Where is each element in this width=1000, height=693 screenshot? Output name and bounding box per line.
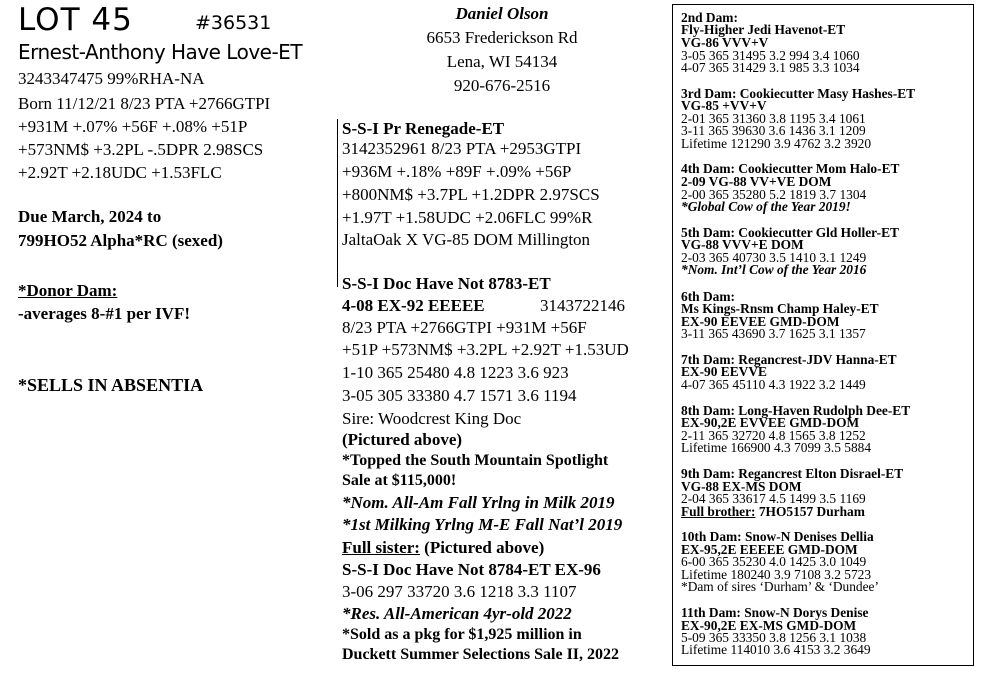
dam-pictured-note: (Pictured above) (342, 430, 463, 449)
sire-line-4: +1.97T +1.58UDC +2.06FLC 99%R (342, 208, 593, 227)
consignor-street: 6653 Frederickson Rd (426, 28, 578, 47)
pedigree-line: EX-95,2E EEEEE GMD-DOM (681, 542, 858, 557)
dam-line-3: 1-10 365 25480 4.8 1223 3.6 923 (342, 363, 569, 382)
pedigree-line: VG-85 +VV+V (681, 98, 767, 113)
sire-name: S-S-I Pr Renegade-ET (342, 119, 505, 138)
pedigree-line: Lifetime 166900 4.3 7099 3.5 5884 (681, 440, 872, 455)
pedigree-line: Ms Kings-Rnsm Champ Haley-ET (681, 301, 879, 316)
pedigree-line: 2nd Dam: (681, 10, 738, 25)
sire-line-2: +936M +.18% +89F +.09% +56P (342, 162, 572, 181)
pedigree-line-label: Full brother: (681, 504, 756, 519)
pedigree-line: 2-04 365 33617 4.5 1499 3.5 1169 (681, 491, 866, 506)
dam-honor-2: *1st Milking Yrlng M-E Fall Nat’l 2019 (342, 515, 623, 534)
pedigree-line: Lifetime 180240 3.9 7108 3.2 5723 (681, 567, 872, 582)
full-sister-record: 3-06 297 33720 3.6 1218 3.3 1107 (342, 582, 577, 601)
cow-genomics-2: +573NM$ +3.2PL -.5DPR 2.98SCS (18, 140, 264, 159)
cow-name: Ernest-Anthony Have Love-ET (18, 40, 303, 64)
pedigree-line: 2-11 365 32720 4.8 1565 3.8 1252 (681, 428, 866, 443)
lot-title: LOT 45 (18, 2, 133, 38)
pedigree-line: 7th Dam: Regancrest-JDV Hanna-ET (681, 352, 897, 367)
dam-classification: 4-08 EX-92 EEEEE (342, 296, 485, 315)
due-service-sire: 799HO52 Alpha*RC (sexed) (18, 231, 223, 250)
consignor-city: Lena, WI 54134 (446, 52, 558, 71)
pedigree-line: VG-88 EX-MS DOM (681, 479, 802, 494)
dam-name: S-S-I Doc Have Not 8783-ET (342, 274, 551, 293)
donor-dam-note: -averages 8-#1 per IVF! (18, 304, 191, 323)
cow-genomics-3: +2.92T +2.18UDC +1.53FLC (18, 163, 222, 182)
pedigree-line: *Global Cow of the Year 2019! (681, 199, 851, 214)
pedigree-line: Fly-Higher Jedi Havenot-ET (681, 22, 846, 37)
pedigree-line: 2-00 365 35280 5.2 1819 3.7 1304 (681, 187, 867, 202)
dam-topped-line-1: *Topped the South Mountain Spotlight (342, 452, 609, 469)
sire-line-3: +800NM$ +3.7PL +1.2DPR 2.97SCS (342, 185, 600, 204)
full-sister-name: S-S-I Doc Have Not 8784-ET EX-96 (342, 560, 601, 579)
pedigree-line: 6-00 365 35230 4.0 1425 3.0 1049 (681, 554, 867, 569)
pedigree-line: EX-90 EEVEE GMD-DOM (681, 314, 840, 329)
pedigree-line: Full brother: 7HO5157 Durham (681, 504, 865, 519)
pedigree-line: VG-86 VVV+V (681, 35, 769, 50)
full-sister-label: Full sister: (342, 538, 420, 557)
dam-honor-1: *Nom. All-Am Fall Yrlng in Milk 2019 (342, 493, 615, 512)
sire-line-1: 3142352961 8/23 PTA +2953GTPI (342, 139, 582, 158)
dam-line-2: +51P +573NM$ +3.2PL +2.92T +1.53UD (342, 340, 629, 359)
pedigree-line: 3-05 365 31495 3.2 994 3.4 1060 (681, 48, 860, 63)
sells-in-absentia: *SELLS IN ABSENTIA (18, 375, 204, 395)
pedigree-line: 4th Dam: Cookiecutter Mom Halo-ET (681, 161, 900, 176)
pedigree-line: 8th Dam: Long-Haven Rudolph Dee-ET (681, 403, 911, 418)
cow-registration: 3243347475 99%RHA-NA (18, 69, 205, 88)
pedigree-line: *Dam of sires ‘Durham’ & ‘Dundee’ (681, 579, 879, 594)
pedigree-line: 5-09 365 33350 3.8 1256 3.1 1038 (681, 630, 867, 645)
pedigree-line: 2-03 365 40730 3.5 1410 3.1 1249 (681, 250, 867, 265)
lot-number: #36531 (195, 12, 272, 34)
pedigree-line: *Nom. Int’l Cow of the Year 2016 (681, 262, 867, 277)
pedigree-line: 9th Dam: Regancrest Elton Disrael-ET (681, 466, 904, 481)
sold-line-1: *Sold as a pkg for $1,925 million in (342, 626, 582, 643)
full-sister-heading (342, 538, 544, 558)
pedigree-line: 2-09 VG-88 VV+VE DOM (681, 174, 832, 189)
pedigree-line: 2-01 365 31360 3.8 1195 3.4 1061 (681, 111, 866, 126)
dam-line-4: 3-05 305 33380 4.7 1571 3.6 1194 (342, 386, 577, 405)
full-sister-honor: *Res. All-American 4yr-old 2022 (342, 604, 572, 623)
pedigree-line: EX-90,2E EX-MS GMD-DOM (681, 618, 857, 633)
sire-line-5: JaltaOak X VG-85 DOM Millington (342, 230, 591, 249)
pedigree-line: 4-07 365 31429 3.1 985 3.3 1034 (681, 60, 860, 75)
cow-genomics-1: +931M +.07% +56F +.08% +51P (18, 117, 248, 136)
pedigree-line: 3-11 365 39630 3.6 1436 3.1 1209 (681, 123, 866, 138)
dam-topped-line-2: Sale at $115,000! (342, 472, 457, 489)
pedigree-line: 10th Dam: Snow-N Denises Dellia (681, 529, 874, 544)
pedigree-line: EX-90 EEVVE (681, 364, 767, 379)
donor-dam-heading: *Donor Dam: (18, 281, 118, 300)
pedigree-line: 5th Dam: Cookiecutter Gld Holler-ET (681, 225, 899, 240)
pedigree-line: EX-90,2E EVVEE GMD-DOM (681, 415, 860, 430)
consignor-phone: 920-676-2516 (453, 76, 551, 95)
pedigree-line: 3rd Dam: Cookiecutter Masy Hashes-ET (681, 86, 916, 101)
pedigree-line: 11th Dam: Snow-N Dorys Denise (681, 605, 869, 620)
pedigree-line: 6th Dam: (681, 289, 735, 304)
consignor-name: Daniel Olson (455, 4, 549, 23)
pedigree-line: 4-07 365 45110 4.3 1922 3.2 1449 (681, 377, 866, 392)
full-sister-pictured: (Pictured above) (419, 538, 545, 557)
dam-registration: 3143722146 (540, 296, 625, 315)
dam-line-1: 8/23 PTA +2766GTPI +931M +56F (342, 318, 587, 337)
dam-sire: Sire: Woodcrest King Doc (342, 409, 522, 428)
pedigree-box (672, 4, 974, 666)
pedigree-line: VG-88 VVV+E DOM (681, 237, 804, 252)
pedigree-divider (337, 119, 338, 287)
pedigree-line: 3-11 365 43690 3.7 1625 3.1 1357 (681, 326, 866, 341)
sold-line-2: Duckett Summer Selections Sale II, 2022 (342, 646, 620, 663)
pedigree-line: Lifetime 121290 3.9 4762 3.2 3920 (681, 136, 872, 151)
cow-birth-pta: Born 11/12/21 8/23 PTA +2766GTPI (18, 94, 271, 113)
due-date: Due March, 2024 to (18, 207, 162, 226)
pedigree-line: Lifetime 114010 3.6 4153 3.2 3649 (681, 642, 871, 657)
